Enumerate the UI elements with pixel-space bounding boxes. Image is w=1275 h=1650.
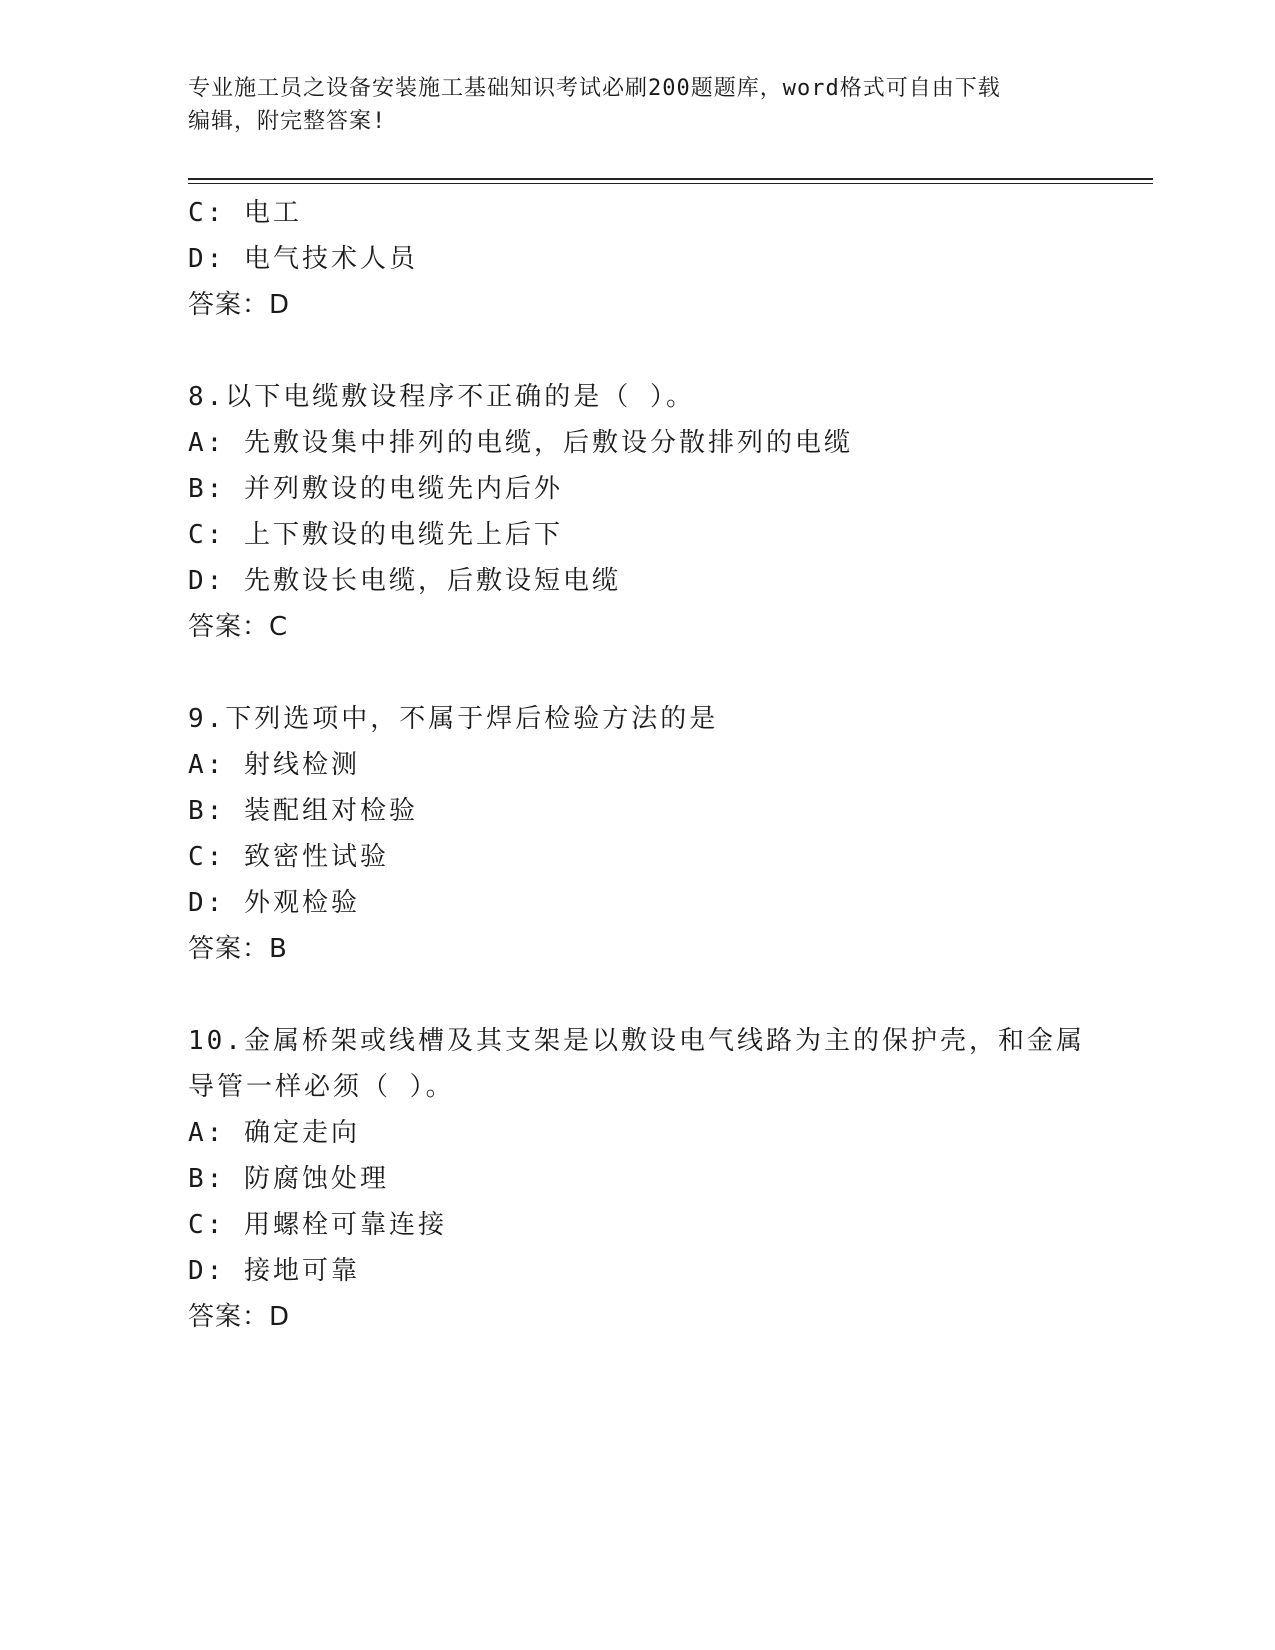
option-c: C: 用螺栓可靠连接 (188, 1210, 447, 1240)
question-8 (188, 374, 1088, 650)
question-10 (188, 1018, 1088, 1340)
option-b: B: 防腐蚀处理 (188, 1164, 389, 1194)
header-divider-thin (188, 183, 1153, 184)
answer-line: 答案：D (188, 290, 291, 320)
option-d: D: 电气技术人员 (188, 244, 418, 274)
question-text-line1: 10.金属桥架或线槽及其支架是以敷设电气线路为主的保护壳，和金属 (188, 1026, 1085, 1056)
option-a: A: 射线检测 (188, 750, 360, 780)
option-c: C: 电工 (188, 198, 302, 228)
question-text: 8.以下电缆敷设程序不正确的是（ ）。 (188, 382, 695, 412)
option-c: C: 致密性试验 (188, 842, 389, 872)
option-a: A: 确定走向 (188, 1118, 360, 1148)
question-list (188, 190, 1088, 1386)
header-title-line2: 编辑，附完整答案! (188, 109, 387, 134)
answer-line: 答案：D (188, 1302, 291, 1332)
question-text: 9.下列选项中，不属于焊后检验方法的是 (188, 704, 719, 734)
option-b: B: 装配组对检验 (188, 796, 418, 826)
page-header (188, 72, 1088, 138)
option-d: D: 外观检验 (188, 888, 360, 918)
option-d: D: 先敷设长电缆，后敷设短电缆 (188, 566, 621, 596)
header-title-line1: 专业施工员之设备安装施工基础知识考试必刷200题题库，word格式可自由下载 (188, 76, 1001, 101)
question-text-line2: 导管一样必须（ ）。 (188, 1072, 455, 1102)
option-c: C: 上下敷设的电缆先上后下 (188, 520, 563, 550)
answer-line: 答案：C (188, 612, 289, 642)
header-divider-thick (188, 178, 1153, 180)
option-d: D: 接地可靠 (188, 1256, 360, 1286)
option-b: B: 并列敷设的电缆先内后外 (188, 474, 563, 504)
question-7-tail (188, 190, 1088, 328)
answer-line: 答案：B (188, 934, 288, 964)
option-a: A: 先敷设集中排列的电缆，后敷设分散排列的电缆 (188, 428, 853, 458)
question-9 (188, 696, 1088, 972)
